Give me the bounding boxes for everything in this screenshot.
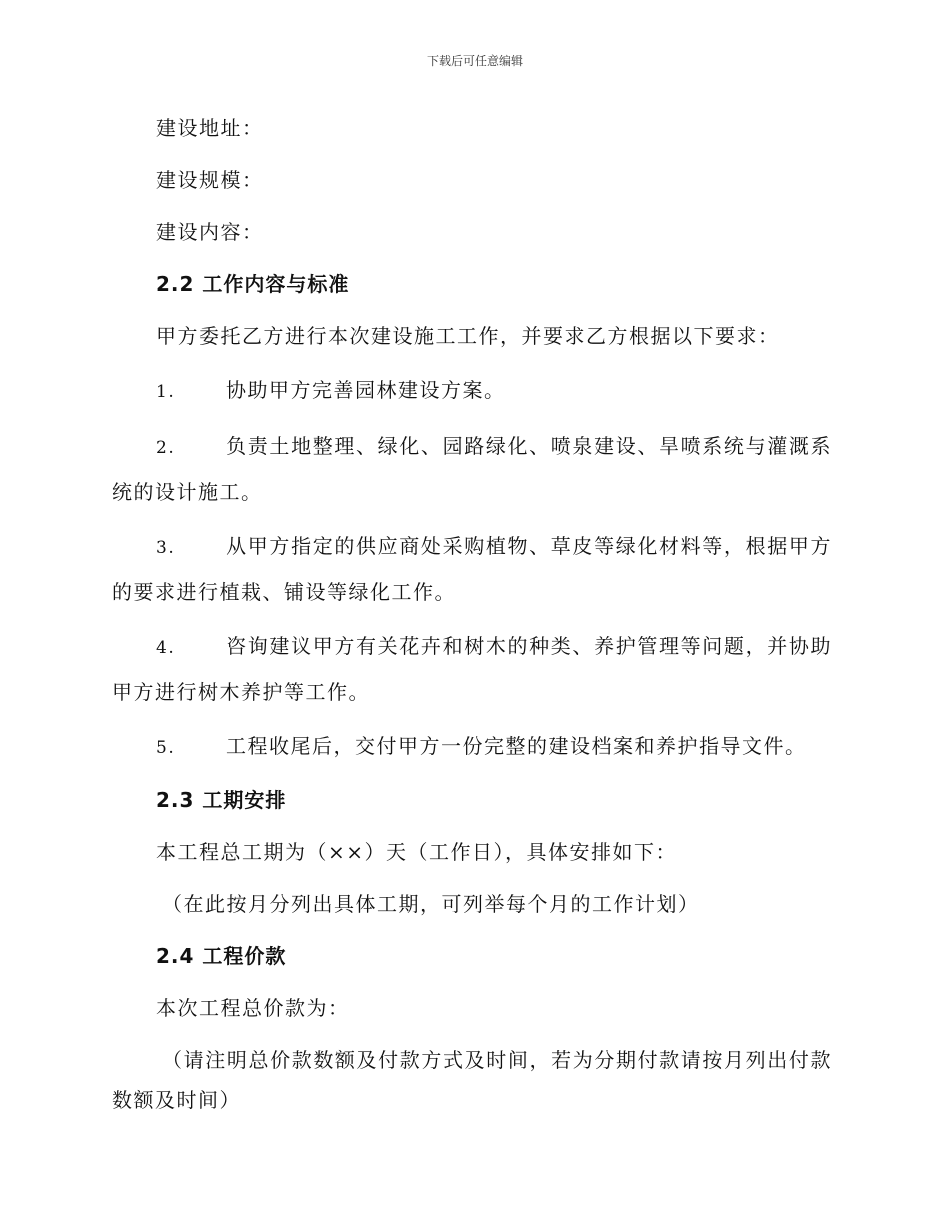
s23-duration-line: 本工程总工期为（××）天（工作日），具体安排如下： [156, 840, 678, 864]
list-item [112, 624, 832, 714]
list-item [112, 724, 832, 770]
section-heading-2-4: 2.4 工程价款 [156, 944, 287, 968]
s23-schedule-note: （在此按月分列出具体工期，可列举每个月的工作计划） [162, 892, 700, 916]
list-item [112, 524, 832, 614]
address-line: 建设地址： [156, 116, 264, 140]
scale-line: 建设规模： [156, 168, 264, 192]
list-item [112, 368, 832, 414]
list-item [112, 424, 832, 514]
document-body [112, 108, 832, 1132]
content-line: 建设内容： [156, 220, 264, 244]
list-item-number: 3. [156, 538, 176, 558]
section-heading-2-3: 2.3 工期安排 [156, 788, 287, 812]
list-item-text: 从甲方指定的供应商处采购植物、草皮等绿化材料等，根据甲方的要求进行植栽、铺设等绿化工作。 [112, 534, 832, 604]
page-header-note: 下载后可任意编辑 [426, 54, 523, 68]
list-item-text: 负责土地整理、绿化、园路绿化、喷泉建设、旱喷系统与灌溉系统的设计施工。 [112, 434, 832, 504]
s24-price-line: 本次工程总价款为： [156, 996, 350, 1020]
list-item-number: 4. [156, 638, 176, 658]
list-item-text: 协助甲方完善园林建设方案。 [226, 378, 506, 402]
list-item-text: 工程收尾后，交付甲方一份完整的建设档案和养护指导文件。 [226, 734, 807, 758]
list-item-number: 5. [156, 738, 176, 758]
list-item-number: 2. [156, 438, 176, 458]
s24-payment-note: （请注明总价款数额及付款方式及时间，若为分期付款请按月列出付款数额及时间） [112, 1048, 832, 1112]
list-item-number: 1. [156, 382, 176, 402]
section-heading-2-2: 2.2 工作内容与标准 [156, 272, 350, 296]
list-item-text: 咨询建议甲方有关花卉和树木的种类、养护管理等问题，并协助甲方进行树木养护等工作。 [112, 634, 832, 704]
s22-intro: 甲方委托乙方进行本次建设施工工作，并要求乙方根据以下要求： [156, 324, 780, 348]
